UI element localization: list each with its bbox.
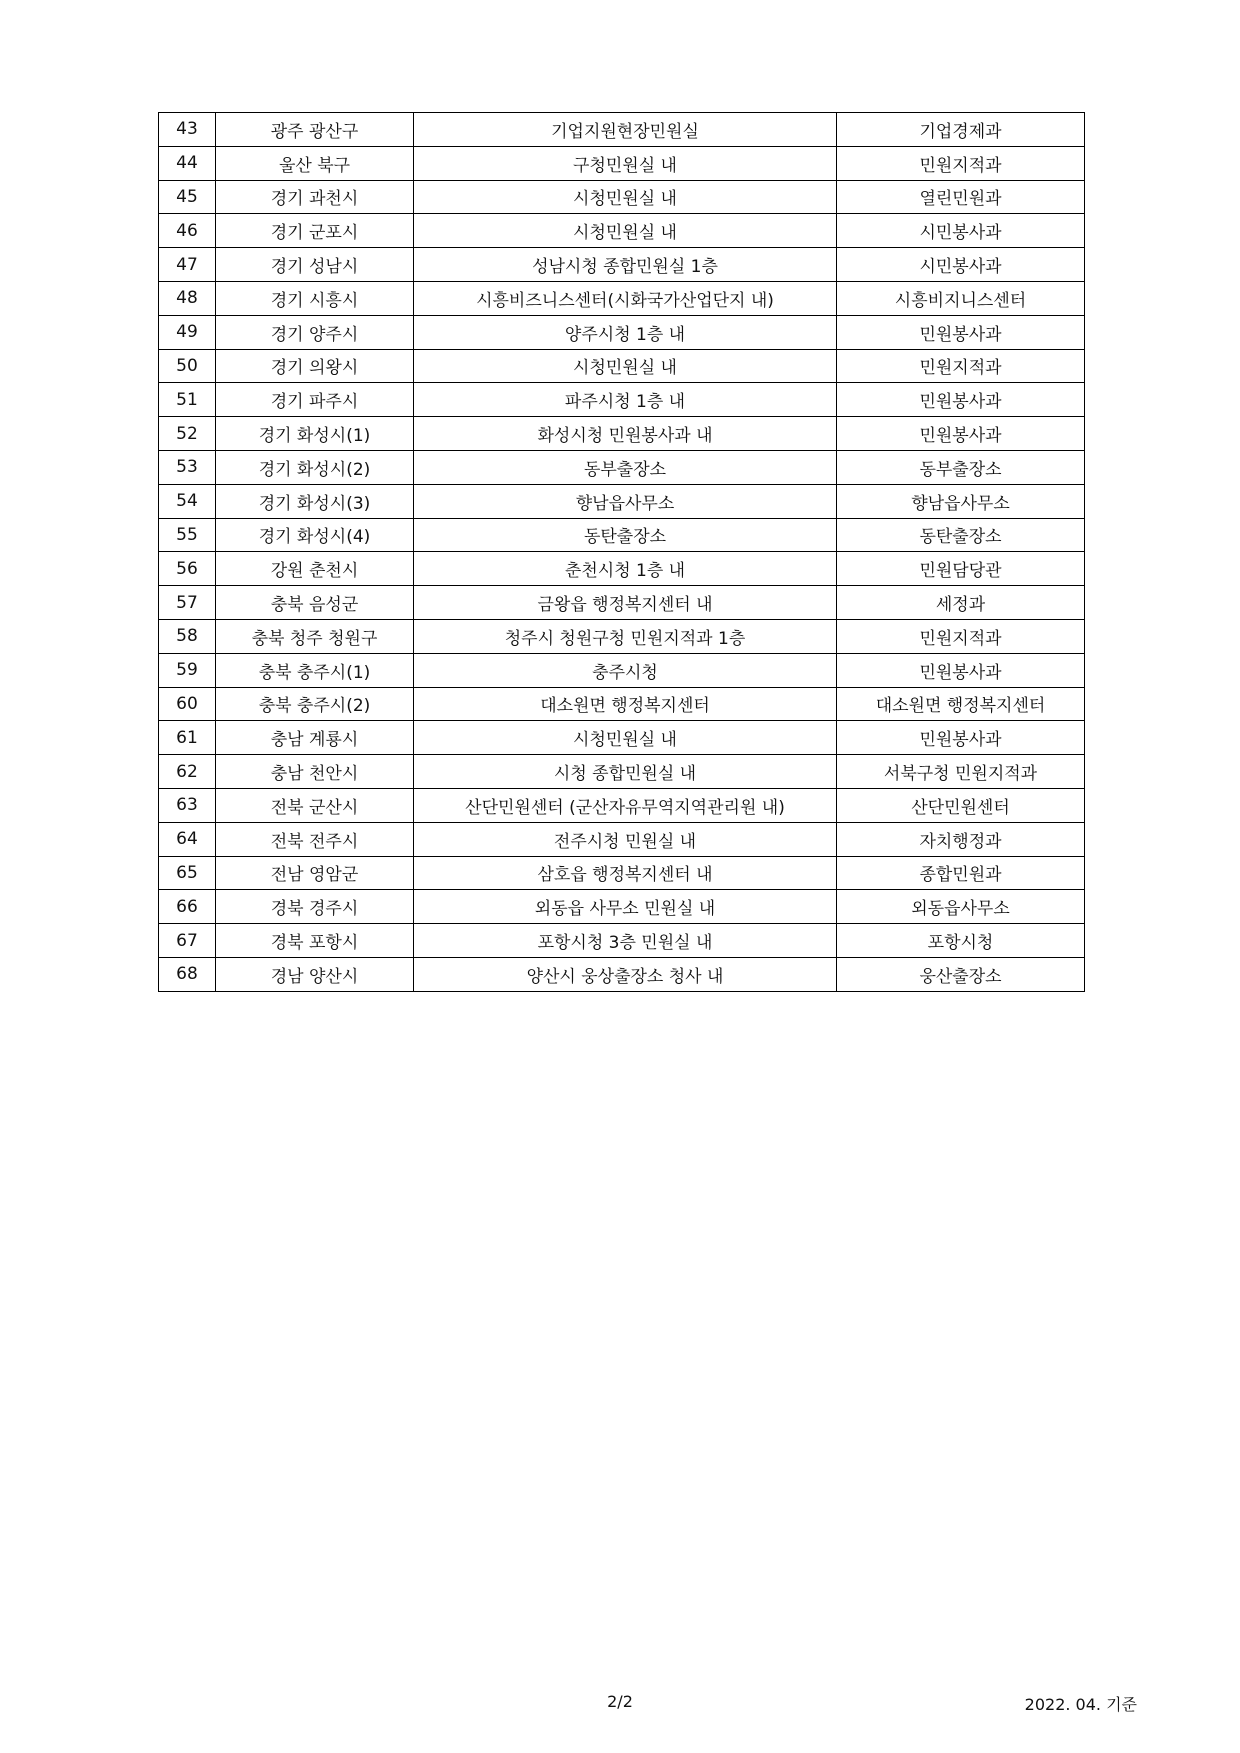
table-row: [159, 214, 1085, 248]
office-table: [158, 112, 1085, 992]
table-row: [159, 383, 1085, 417]
department-cell: 민원봉사과: [837, 315, 1085, 349]
region-cell: 충북 충주시(2): [216, 687, 414, 721]
region-cell: 경북 경주시: [216, 890, 414, 924]
region-cell: 경기 파주시: [216, 383, 414, 417]
department-cell: 민원봉사과: [837, 417, 1085, 451]
table-row: [159, 552, 1085, 586]
location-cell: 시흥비즈니스센터(시화국가산업단지 내): [414, 281, 837, 315]
department-cell: 산단민원센터: [837, 788, 1085, 822]
table-row: [159, 856, 1085, 890]
location-cell: 구청민원실 내: [414, 146, 837, 180]
department-cell: 세정과: [837, 586, 1085, 620]
page-number: 2/2: [607, 1692, 633, 1711]
department-cell: 민원지적과: [837, 349, 1085, 383]
location-cell: 성남시청 종합민원실 1층: [414, 248, 837, 282]
row-number-cell: 67: [159, 924, 216, 958]
location-cell: 외동읍 사무소 민원실 내: [414, 890, 837, 924]
department-cell: 종합민원과: [837, 856, 1085, 890]
row-number-cell: 45: [159, 180, 216, 214]
location-cell: 시청민원실 내: [414, 214, 837, 248]
department-cell: 시민봉사과: [837, 248, 1085, 282]
department-cell: 향남읍사무소: [837, 484, 1085, 518]
location-cell: 포항시청 3층 민원실 내: [414, 924, 837, 958]
location-cell: 기업지원현장민원실: [414, 113, 837, 147]
location-cell: 양주시청 1층 내: [414, 315, 837, 349]
date-note: 2022. 04. 기준: [1024, 1695, 1137, 1714]
row-number-cell: 53: [159, 450, 216, 484]
region-cell: 경기 의왕시: [216, 349, 414, 383]
location-cell: 화성시청 민원봉사과 내: [414, 417, 837, 451]
row-number-cell: 51: [159, 383, 216, 417]
row-number-cell: 66: [159, 890, 216, 924]
location-cell: 춘천시청 1층 내: [414, 552, 837, 586]
table-row: [159, 721, 1085, 755]
row-number-cell: 62: [159, 755, 216, 789]
location-cell: 동부출장소: [414, 450, 837, 484]
department-cell: 시민봉사과: [837, 214, 1085, 248]
department-cell: 포항시청: [837, 924, 1085, 958]
table-row: [159, 315, 1085, 349]
table-row: [159, 755, 1085, 789]
row-number-cell: 55: [159, 518, 216, 552]
region-cell: 충북 음성군: [216, 586, 414, 620]
department-cell: 동부출장소: [837, 450, 1085, 484]
department-cell: 민원담당관: [837, 552, 1085, 586]
row-number-cell: 49: [159, 315, 216, 349]
location-cell: 전주시청 민원실 내: [414, 822, 837, 856]
row-number-cell: 59: [159, 653, 216, 687]
location-cell: 시청민원실 내: [414, 180, 837, 214]
row-number-cell: 46: [159, 214, 216, 248]
row-number-cell: 61: [159, 721, 216, 755]
row-number-cell: 64: [159, 822, 216, 856]
row-number-cell: 54: [159, 484, 216, 518]
region-cell: 경기 화성시(3): [216, 484, 414, 518]
region-cell: 충북 청주 청원구: [216, 619, 414, 653]
location-cell: 시청민원실 내: [414, 349, 837, 383]
department-cell: 대소원면 행정복지센터: [837, 687, 1085, 721]
row-number-cell: 68: [159, 957, 216, 991]
row-number-cell: 44: [159, 146, 216, 180]
region-cell: 전북 군산시: [216, 788, 414, 822]
department-cell: 민원봉사과: [837, 653, 1085, 687]
row-number-cell: 60: [159, 687, 216, 721]
location-cell: 시청 종합민원실 내: [414, 755, 837, 789]
table-row: [159, 687, 1085, 721]
location-cell: 대소원면 행정복지센터: [414, 687, 837, 721]
department-cell: 서북구청 민원지적과: [837, 755, 1085, 789]
row-number-cell: 50: [159, 349, 216, 383]
location-cell: 시청민원실 내: [414, 721, 837, 755]
region-cell: 충남 계룡시: [216, 721, 414, 755]
table-row: [159, 417, 1085, 451]
department-cell: 열린민원과: [837, 180, 1085, 214]
table-row: [159, 248, 1085, 282]
row-number-cell: 57: [159, 586, 216, 620]
location-cell: 삼호읍 행정복지센터 내: [414, 856, 837, 890]
region-cell: 경남 양산시: [216, 957, 414, 991]
department-cell: 웅산출장소: [837, 957, 1085, 991]
location-cell: 금왕읍 행정복지센터 내: [414, 586, 837, 620]
row-number-cell: 56: [159, 552, 216, 586]
region-cell: 광주 광산구: [216, 113, 414, 147]
table-row: [159, 619, 1085, 653]
region-cell: 경기 양주시: [216, 315, 414, 349]
location-cell: 산단민원센터 (군산자유무역지역관리원 내): [414, 788, 837, 822]
region-cell: 경북 포항시: [216, 924, 414, 958]
location-cell: 동탄출장소: [414, 518, 837, 552]
table-row: [159, 957, 1085, 991]
table-row: [159, 450, 1085, 484]
region-cell: 경기 화성시(1): [216, 417, 414, 451]
department-cell: 민원봉사과: [837, 383, 1085, 417]
region-cell: 강원 춘천시: [216, 552, 414, 586]
region-cell: 경기 과천시: [216, 180, 414, 214]
department-cell: 민원지적과: [837, 619, 1085, 653]
region-cell: 경기 군포시: [216, 214, 414, 248]
department-cell: 시흥비지니스센터: [837, 281, 1085, 315]
location-cell: 충주시청: [414, 653, 837, 687]
table-row: [159, 349, 1085, 383]
location-cell: 양산시 웅상출장소 청사 내: [414, 957, 837, 991]
table-row: [159, 822, 1085, 856]
row-number-cell: 47: [159, 248, 216, 282]
location-cell: 파주시청 1층 내: [414, 383, 837, 417]
table-row: [159, 146, 1085, 180]
department-cell: 외동읍사무소: [837, 890, 1085, 924]
region-cell: 전남 영암군: [216, 856, 414, 890]
region-cell: 전북 전주시: [216, 822, 414, 856]
row-number-cell: 43: [159, 113, 216, 147]
table-row: [159, 113, 1085, 147]
row-number-cell: 58: [159, 619, 216, 653]
department-cell: 기업경제과: [837, 113, 1085, 147]
table-body: [159, 113, 1085, 992]
row-number-cell: 65: [159, 856, 216, 890]
table-row: [159, 653, 1085, 687]
table-row: [159, 788, 1085, 822]
table-row: [159, 281, 1085, 315]
department-cell: 민원봉사과: [837, 721, 1085, 755]
table-row: [159, 518, 1085, 552]
region-cell: 울산 북구: [216, 146, 414, 180]
table-row: [159, 484, 1085, 518]
region-cell: 경기 화성시(2): [216, 450, 414, 484]
region-cell: 경기 시흥시: [216, 281, 414, 315]
table-row: [159, 890, 1085, 924]
region-cell: 경기 화성시(4): [216, 518, 414, 552]
location-cell: 청주시 청원구청 민원지적과 1층: [414, 619, 837, 653]
row-number-cell: 48: [159, 281, 216, 315]
region-cell: 충남 천안시: [216, 755, 414, 789]
row-number-cell: 63: [159, 788, 216, 822]
row-number-cell: 52: [159, 417, 216, 451]
department-cell: 동탄출장소: [837, 518, 1085, 552]
department-cell: 민원지적과: [837, 146, 1085, 180]
table-row: [159, 924, 1085, 958]
table-row: [159, 586, 1085, 620]
department-cell: 자치행정과: [837, 822, 1085, 856]
table-row: [159, 180, 1085, 214]
region-cell: 경기 성남시: [216, 248, 414, 282]
location-cell: 향남읍사무소: [414, 484, 837, 518]
region-cell: 충북 충주시(1): [216, 653, 414, 687]
